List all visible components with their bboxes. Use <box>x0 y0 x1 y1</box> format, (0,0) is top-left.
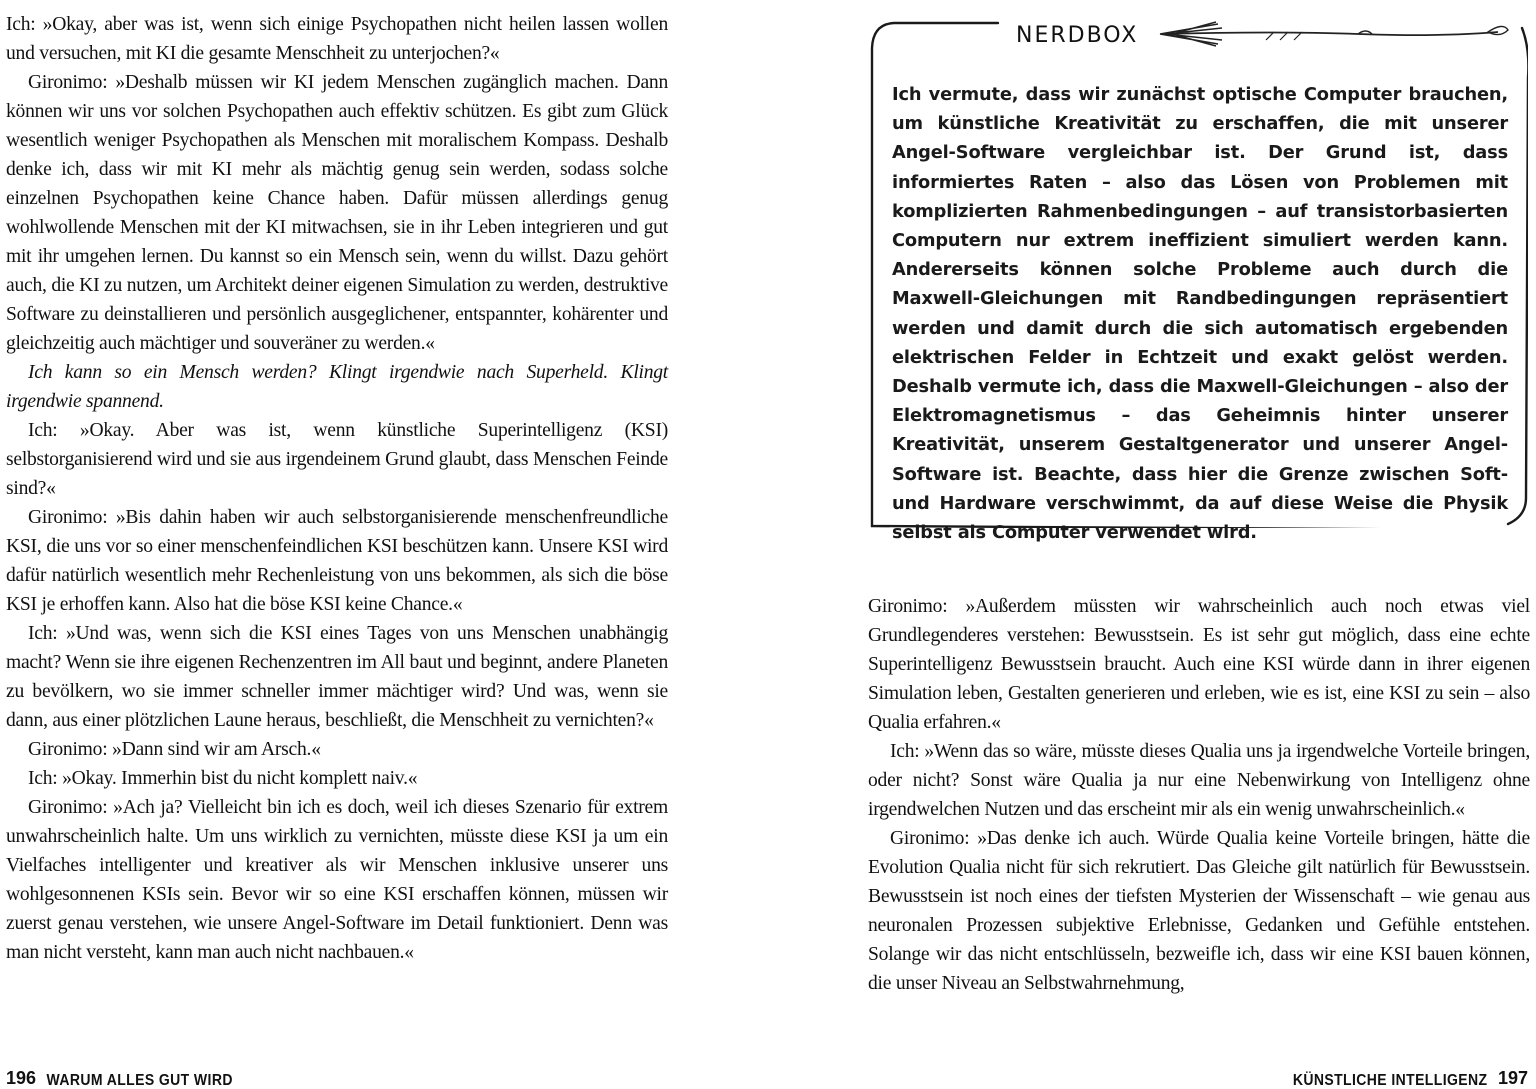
paragraph: Gironimo: »Bis dahin haben wir auch selbstorganisierende menschenfreundliche KSI, die uns vor so einer menschenfeindlichen KSI beschützen kann. Unsere KSI wird dafür natürlich wesentlich mehr Rechenleistung von uns bekommen, als sich die böse KSI je erhoffen kann. Also hat die böse KSI keine Chance.« <box>6 507 668 615</box>
right-page-body <box>868 592 1530 998</box>
footer-left <box>6 1068 233 1089</box>
nerdbox-body <box>892 80 1508 547</box>
feather-arrow-icon <box>1158 20 1528 50</box>
left-page <box>6 10 668 967</box>
nerdbox-title: NERDBOX <box>1010 23 1144 48</box>
footer-right <box>1293 1068 1528 1089</box>
paragraph: Ich: »Okay. Aber was ist, wenn künstliche Superintelligenz (KSI) selbstorganisierend wird und sie aus irgendeinem Grund glaubt, dass Menschen Feinde sind?« <box>6 420 668 499</box>
paragraph: Ich: »Okay. Immerhin bist du nicht komplett naiv.« <box>28 768 418 789</box>
paragraph: Gironimo: »Dann sind wir am Arsch.« <box>28 739 321 760</box>
paragraph-italic-thought: Ich kann so ein Mensch werden? Klingt irgendwie nach Superheld. Klingt irgendwie spannend. <box>6 362 668 412</box>
nerdbox <box>870 18 1528 544</box>
paragraph: Ich: »Wenn das so wäre, müsste dieses Qualia uns ja irgendwelche Vorteile bringen, oder nicht? Sonst wäre Qualia ja nur eine Nebenwirkung von Intelligenz ohne irgendwelchen Nutzen und das erscheint mir als ein wenig unwahrscheinlich.« <box>868 741 1530 820</box>
running-head: KÜNSTLICHE INTELLIGENZ <box>1292 1069 1488 1089</box>
paragraph: Ich: »Okay, aber was ist, wenn sich einige Psychopathen nicht heilen lassen wollen und versuchen, mit KI die gesamte Menschheit zu unterjochen?« <box>6 14 668 64</box>
paragraph: Gironimo: »Das denke ich auch. Würde Qualia keine Vorteile bringen, hätte die Evolution Qualia nicht für sich rekrutiert. Das Gleiche gilt natürlich für Bewusstsein. Bewusstsein ist noch eines der tiefsten Mysterien der Wissenschaft – wie genau aus neuronalen Prozessen subjektive Erlebnisse, Gedanken und Gefühle entstehen. Solange wir das nicht entschlüsseln, bezweifle ich, dass wir eine KSI bauen können, die unser Niveau an Selbstwahrnehmung, <box>868 828 1530 994</box>
paragraph: Gironimo: »Deshalb müssen wir KI jedem Menschen zugänglich machen. Dann können wir uns vor solchen Psychopathen auch effektiv schützen. Es gibt zum Glück wesentlich weniger Psychopathen als Menschen mit moralischem Kompass. Deshalb denke ich, dass wir mit KI mehr als mächtig genug sein werden, sodass solche einzelnen Psychopathen keine Chance haben. Dafür müssen allerdings genug wohlwollende Menschen mit der KI mitwachsen, sie in ihr Leben integrieren und gut mit ihr umgehen lernen. Du kannst so ein Mensch sein, wenn du willst. Dazu gehört auch, die KI zu nutzen, um Architekt deiner eigenen Simulation zu werden, destruktive Software zu deinstallieren und persönlich ausgeglichener, entspannter, kohärenter und gleichzeitig auch mächtiger und souveräner zu werden.« <box>6 72 668 354</box>
paragraph: Ich: »Und was, wenn sich die KSI eines Tages von uns Menschen unabhängig macht? Wenn sie ihre eigenen Rechenzentren im All baut und beginnt, andere Planeten zu bevölkern, wo sie immer schneller immer mächtiger wird? Und was, wenn sie dann, aus einer plötzlichen Laune heraus, beschließt, die Menschheit zu vernichten?« <box>6 623 668 731</box>
running-head: WARUM ALLES GUT WIRD <box>46 1069 233 1089</box>
right-page <box>868 0 1530 1088</box>
page-number: 197 <box>1497 1068 1528 1088</box>
paragraph: Gironimo: »Ach ja? Vielleicht bin ich es doch, weil ich dieses Szenario für extrem unwahrscheinlich halte. Um uns wirklich zu vernichten, müsste diese KSI ja um ein Vielfaches intelligenter und kreativer als wir Menschen inklusive unserer uns wohlgesonnenen KSIs sein. Bevor wir so eine KSI erschaffen können, müssen wir zuerst genau verstehen, wie unsere Angel-Software im Detail funktioniert. Denn was man nicht versteht, kann man auch nicht nachbauen.« <box>6 797 668 963</box>
page-number: 196 <box>6 1068 37 1088</box>
paragraph: Gironimo: »Außerdem müssten wir wahrscheinlich auch noch etwas viel Grundlegenderes verstehen: Bewusstsein. Es ist sehr gut möglich, dass eine echte Superintelligenz Bewusstsein braucht. Auch eine KSI würde dann in ihrer eigenen Simulation leben, Gestalten generieren und erleben, wie es ist, eine KSI zu sein – also Qualia erfahren.« <box>868 596 1530 733</box>
nerdbox-text: Ich vermute, dass wir zunächst optische Computer brauchen, um künstliche Kreativität zu erschaffen, die mit unserer Angel-Software vergleichbar ist. Der Grund ist, dass informiertes Raten – also das Lösen von Problemen mit komplizierten Rahmenbedingungen – auf transistorbasierten Computern nur extrem ineffizient simuliert werden kann. Andererseits können solche Probleme auch durch die Maxwell-Gleichungen mit Randbedingungen repräsentiert werden und damit durch die sich automatisch ergebenden elektrischen Felder in Echtzeit und exakt gelöst werden. Deshalb vermute ich, dass die Maxwell-Gleichungen – also der Elektromagnetismus – das Geheimnis hinter unserer Kreativität, unserem Gestaltgenerator und unserer Angel-Software ist. Beachte, dass hier die Grenze zwischen Soft- und Hardware verschwimmt, da auf diese Weise die Physik selbst als Computer verwendet wird. <box>892 84 1508 544</box>
